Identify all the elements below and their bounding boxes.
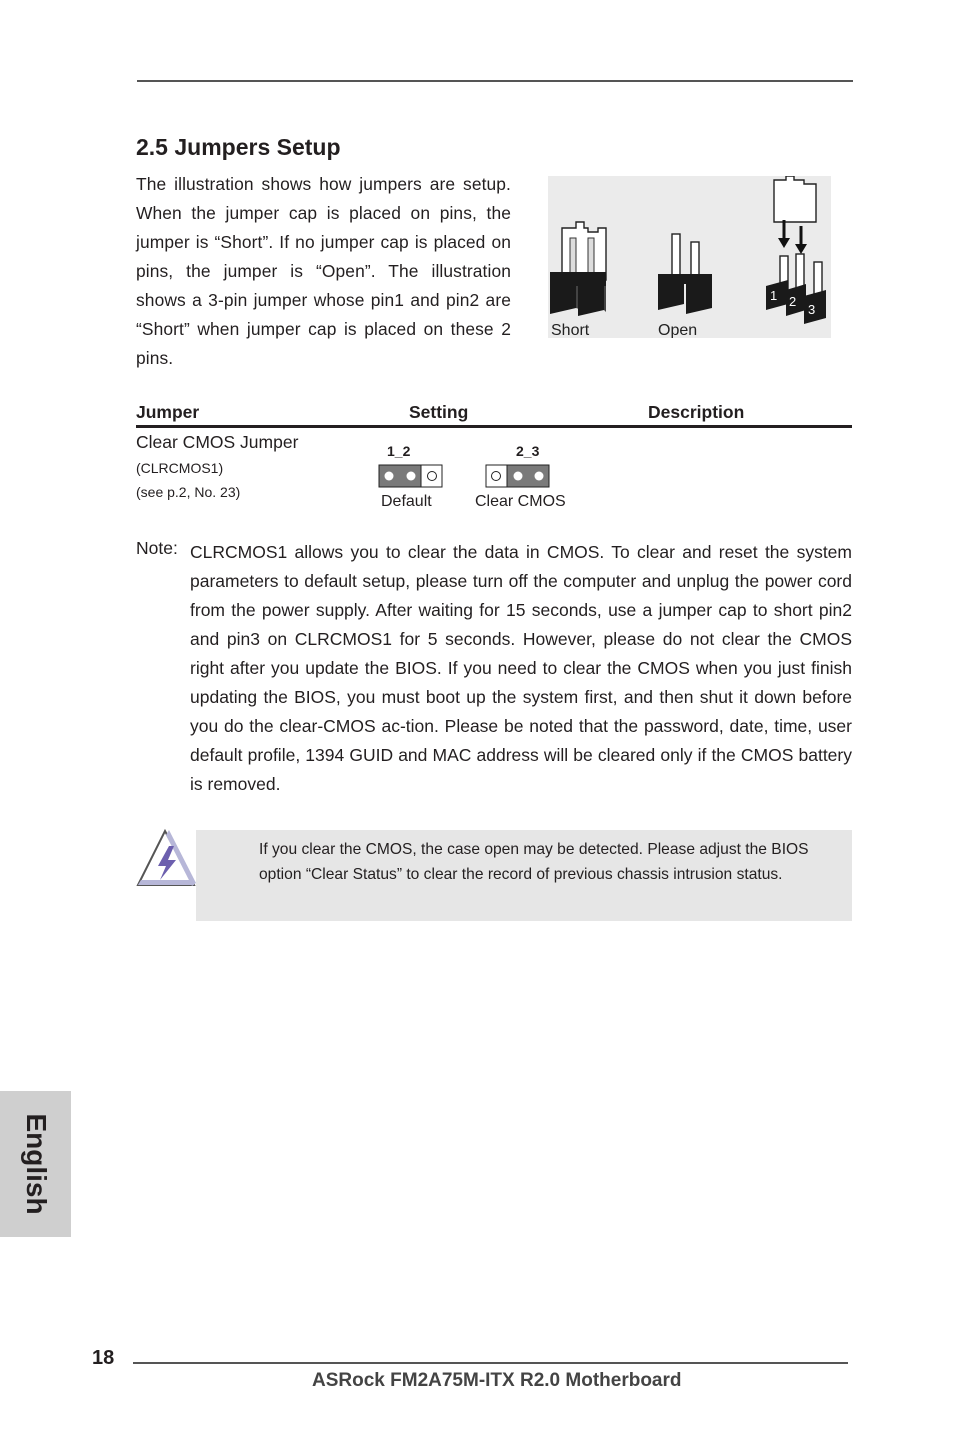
default-jumper-diagram: [378, 464, 444, 488]
jumper-illustration: [548, 176, 831, 338]
note-body: CLRCMOS1 allows you to clear the data in CMOS. To clear and reset the system parameters to default setup, please turn off the computer and unplug the power cord from the power supply. After waiting for 15 seconds, use a jumper cap to short pin2 and pin3 on CLRCMOS1 for 5 seconds. However, please do not clear the CMOS right after you update the BIOS. If you need to clear the CMOS when you just finish updating the BIOS, you must boot up the system first, and then shut it down before you do the clear-CMOS ac-tion. Please be noted that the password, date, time, user default profile, 1394 GUID and MAC address will be cleared only if the CMOS battery is removed.: [190, 542, 852, 794]
note-label: Note:: [136, 538, 178, 558]
language-tab-label: English: [20, 1113, 52, 1215]
section-title: 2.5 Jumpers Setup: [136, 134, 341, 160]
open-label: Open: [658, 322, 698, 338]
default-pins-label: 1_2: [387, 443, 411, 459]
clear-cmos-jumper-diagram: [485, 464, 551, 488]
table-header-rule: [136, 425, 852, 428]
header-rule: [137, 80, 853, 82]
clear-cmos-setting-label: Clear CMOS: [475, 493, 566, 510]
footer-rule: [133, 1362, 848, 1364]
footer-product: ASRock FM2A75M-ITX R2.0 Motherboard: [312, 1370, 682, 1391]
jumper-illustration-svg: [548, 176, 831, 338]
table-header-jumper: Jumper: [136, 402, 200, 422]
short-label: Short: [551, 322, 590, 338]
pin-number-1: 1: [770, 288, 778, 303]
intro-paragraph: The illustration shows how jumpers are setup. When the jumper cap is placed on pins, the jumper is “Short”. If no jumper cap is placed on pins, the jumper is “Open”. The illustration shows a 3-pin jumper whose pin1 and pin2 are “Short” when jumper cap is placed on these 2 pins.: [136, 174, 511, 368]
warning-icon: [136, 828, 198, 888]
clear-pins-label: 2_3: [516, 443, 540, 459]
table-header-setting: Setting: [409, 402, 469, 422]
table-header-description: Description: [648, 402, 745, 422]
short-jumper-graphic: [550, 222, 606, 316]
pin-number-2: 2: [789, 294, 797, 309]
jumper-id: (CLRCMOS1): [136, 460, 224, 476]
language-tab: [0, 1091, 71, 1237]
pin-number-3: 3: [808, 302, 816, 317]
caution-text: If you clear the CMOS, the case open may be detected. Please adjust the BIOS option “Clear Status” to clear the record of previous chassis intrusion status.: [259, 841, 809, 883]
jumper-name: Clear CMOS Jumper: [136, 432, 299, 452]
open-jumper-graphic: [658, 234, 712, 314]
page-number: 18: [92, 1347, 115, 1369]
default-setting-label: Default: [381, 493, 432, 510]
three-pin-jumper-graphic: [766, 176, 826, 324]
jumper-reference: (see p.2, No. 23): [136, 484, 241, 500]
